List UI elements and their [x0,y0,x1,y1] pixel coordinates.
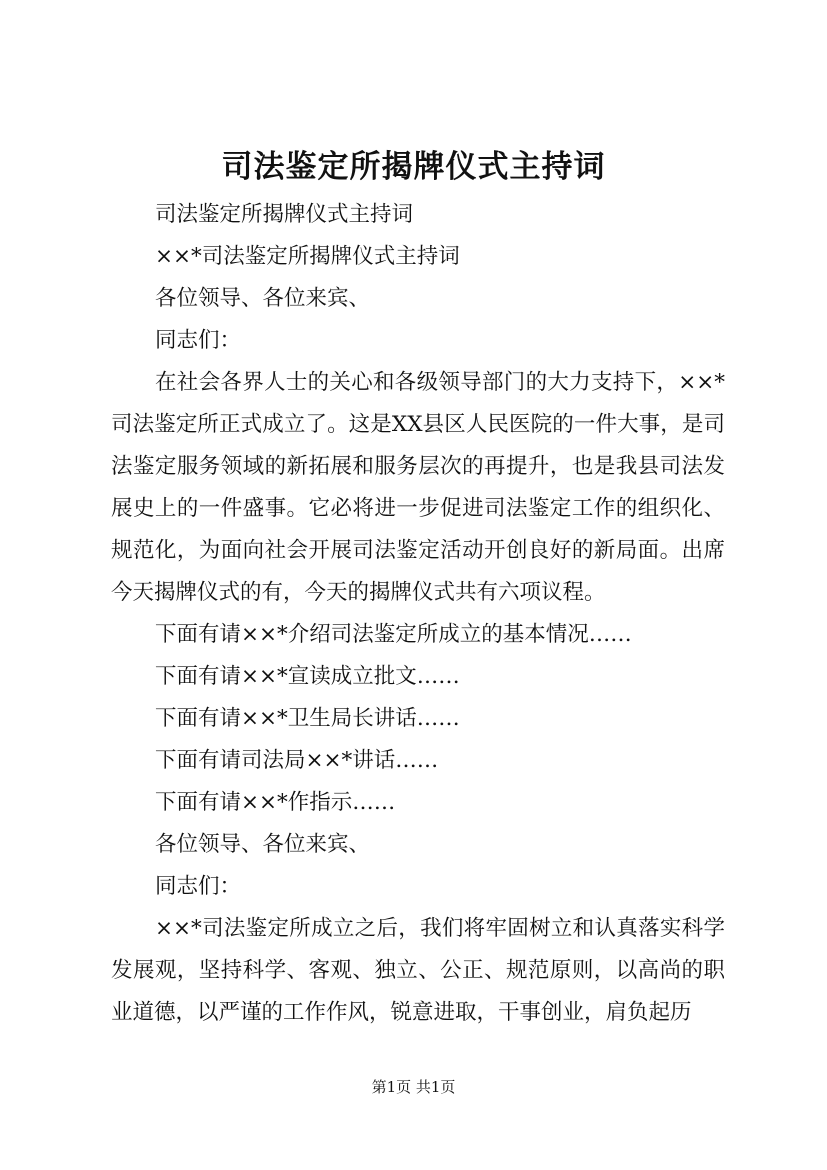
paragraph-salutation-2: 同志们： [155,874,242,899]
paragraph-opening: 在社会各界人士的关心和各级领导部门的大力支持下，××*司法鉴定所正式成立了。这是XX县区人民医院的一件大事，是司法鉴定服务领域的新拓展和服务层次的再提升，也是我县司法发展史上的一件盛事。它必将进一步促进司法鉴定工作的组织化、规范化，为面向社会开展司法鉴定活动开创良好的新局面。出席今天揭牌仪式的有，今天的揭牌仪式共有六项议程。 [111,370,725,605]
paragraph-agenda-1: 下面有请××*介绍司法鉴定所成立的基本情况…… [155,622,632,647]
page-number-label: 第1页 共1页 [371,1078,456,1096]
page-footer [0,1076,827,1098]
paragraph-closing: ××*司法鉴定所成立之后，我们将牢固树立和认真落实科学发展观，坚持科学、客观、独立、公正、规范原则，以高尚的职业道德，以严谨的工作作风，锐意进取，干事创业，肩负起历 [111,916,725,1025]
paragraph-agenda-3: 下面有请××*卫生局长讲话…… [155,706,460,731]
document-title: 司法鉴定所揭牌仪式主持词 [221,149,606,185]
paragraph-agenda-4: 下面有请司法局××*讲话…… [155,748,439,773]
paragraph-salutation: 同志们： [155,328,242,353]
paragraph-subtitle: 司法鉴定所揭牌仪式主持词 [155,202,414,227]
paragraph-greeting-2: 各位领导、各位来宾、 [155,832,371,857]
paragraph-subtitle-2: ××*司法鉴定所揭牌仪式主持词 [155,244,460,269]
paragraph-agenda-2: 下面有请××*宣读成立批文…… [155,664,460,689]
document-body [111,194,725,1034]
paragraph-agenda-5: 下面有请××*作指示…… [155,790,396,815]
paragraph-greeting: 各位领导、各位来宾、 [155,286,371,311]
